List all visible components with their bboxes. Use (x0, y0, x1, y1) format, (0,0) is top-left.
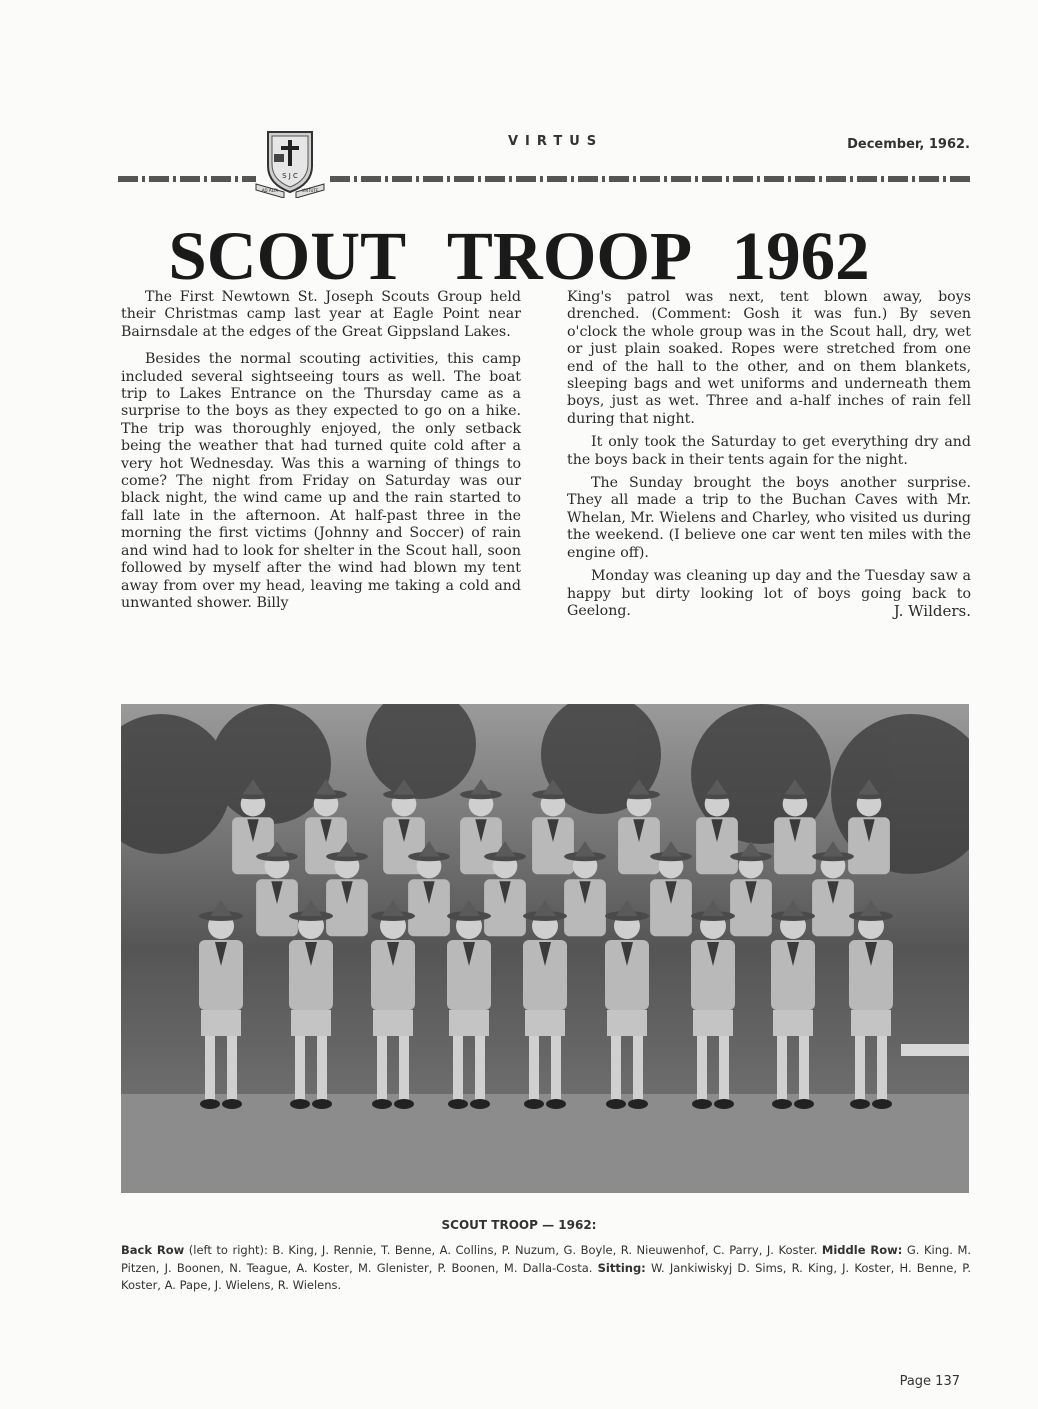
header-rule-left (118, 176, 256, 182)
sitting-names: W. Jankiwiskyj D. Sims, R. King, J. Koster, H. Benne, P. Koster, A. Pape, J. Wielens, R. Wielens. (121, 1260, 971, 1292)
scout-figure (408, 841, 450, 936)
article-paragraph-last (567, 568, 971, 620)
author-signature: J. Wilders. (893, 601, 971, 620)
crest-motto-right: VIRTUTE (301, 188, 319, 193)
article-paragraph-text: Monday was cleaning up day and the Tuesday saw a happy but dirty looking lot of boys going back to Geelong. (567, 568, 971, 619)
crest-motto-left: AD ALTA (261, 188, 279, 193)
scout-figure (650, 841, 692, 936)
article-paragraph: The Sunday brought the boys another surprise. They all made a trip to the Buchan Caves with Mr. Whelan, Mr. Wielens and Charley, who visited us during the weekend. (I believe one car went ten miles with the engine off). (567, 475, 971, 561)
back-row-label: Back Row (121, 1243, 185, 1257)
scout-figure (326, 841, 368, 936)
scout-figure (564, 841, 606, 936)
photo-caption (121, 1242, 971, 1295)
sitting-label: Sitting: (597, 1260, 646, 1275)
troop-photo-illustration (121, 704, 969, 1193)
back-row-names: (left to right): B. King, J. Rennie, T. Benne, A. Collins, P. Nuzum, G. Boyle, R. Nieuwenhof, C. Parry, J. Koster. (188, 1243, 818, 1257)
article-paragraph: Besides the normal scouting activities, this camp included several sightseeing tours as well. The boat trip to Lakes Entrance on the Thursday came as a surprise to the boys as they expected to go on a hike. The trip was thoroughly enjoyed, the only setback being the weather that had turned quite cold after a very hot Wednesday. Was this a warning of things to come? The night from Friday on Saturday was our black night, the wind came up and the rain started to fall late in the afternoon. At half-past three in the morning the first victims (Johnny and Soccer) of rain and wind had to look for shelter in the Scout hall, soon followed by myself after the wind had blown my tent away from over my head, leaving me taking a cold and unwanted shower. Billy (121, 351, 521, 611)
scout-figure (774, 779, 816, 874)
scout-figure (256, 841, 298, 936)
scout-figure (696, 779, 738, 874)
troop-group-photo (121, 704, 969, 1193)
page-number: Page 137 (899, 1374, 960, 1389)
scout-figure (848, 779, 890, 874)
school-crest-icon (254, 126, 326, 198)
scout-figure (812, 841, 854, 936)
header-rule-right (330, 176, 970, 182)
article-column-left (121, 289, 521, 622)
photo-caption-title: SCOUT TROOP — 1962: (441, 1218, 597, 1232)
scout-figure (730, 841, 772, 936)
middle-row-names: G. King. M. Pitzen, J. Boonen, N. Teague, A. Koster, M. Glenister, P. Boonen, M. Dalla-Costa. (121, 1243, 972, 1275)
article-paragraph: King's patrol was next, tent blown away, boys drenched. (Comment: Gosh it was fun.) By seven o'clock the whole group was in the Scout hall, dry, wet or just plain soaked. Ropes were stretched from one end of the hall to the other, and on them blankets, sleeping bags and wet uniforms and underneath them boys, just as wet. Three and a-half inches of rain fell during that night. (567, 289, 971, 427)
article-title: SCOUT TROOP 1962 (168, 218, 870, 294)
scout-figure (484, 841, 526, 936)
crest-letters: S J C (282, 172, 298, 180)
middle-row-label: Middle Row: (821, 1243, 903, 1257)
article-paragraph: The First Newtown St. Joseph Scouts Group held their Christmas camp last year at Eagle Point near Bairnsdale at the edges of the Great Gippsland Lakes. (121, 289, 521, 340)
scout-figure (532, 779, 574, 874)
scout-figure (618, 779, 660, 874)
article-column-right (567, 289, 971, 626)
article-paragraph: It only took the Saturday to get everything dry and the boys back in their tents again for the night. (567, 434, 971, 468)
publication-name: VIRTUS (508, 134, 604, 149)
issue-date: December, 1962. (847, 137, 970, 152)
